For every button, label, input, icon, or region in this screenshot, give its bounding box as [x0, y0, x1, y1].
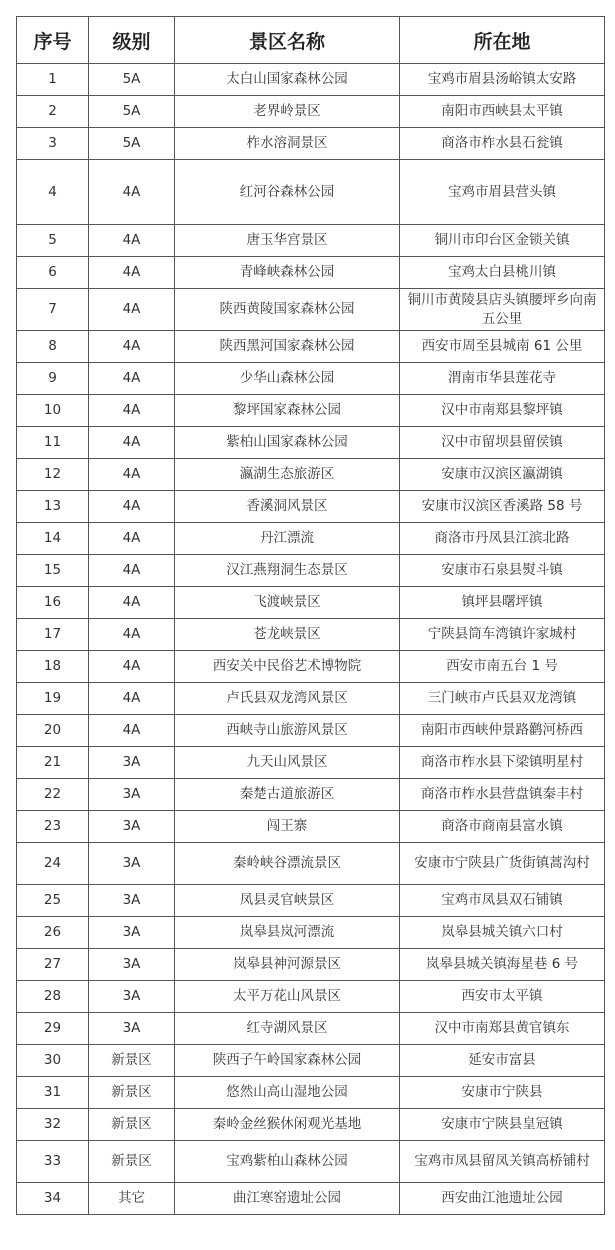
cell-index: 17 — [17, 619, 89, 651]
table-row — [17, 128, 605, 160]
cell-location: 宝鸡市眉县汤峪镇太安路 — [400, 64, 605, 96]
table-row — [17, 331, 605, 363]
cell-location: 汉中市留坝县留侯镇 — [400, 427, 605, 459]
cell-level: 新景区 — [89, 1077, 175, 1109]
cell-name: 闯王寨 — [175, 811, 400, 843]
cell-name: 丹江漂流 — [175, 523, 400, 555]
table-row — [17, 459, 605, 491]
cell-name: 黎坪国家森林公园 — [175, 395, 400, 427]
cell-location: 宁陕县筒车湾镇许家城村 — [400, 619, 605, 651]
cell-name: 秦岭金丝猴休闲观光基地 — [175, 1109, 400, 1141]
cell-location: 岚皋县城关镇海星巷 6 号 — [400, 949, 605, 981]
cell-name: 卢氏县双龙湾风景区 — [175, 683, 400, 715]
cell-location: 渭南市华县莲花寺 — [400, 363, 605, 395]
cell-level: 4A — [89, 555, 175, 587]
table-row — [17, 427, 605, 459]
table-row — [17, 289, 605, 331]
cell-level: 5A — [89, 64, 175, 96]
cell-level: 3A — [89, 1013, 175, 1045]
cell-index: 12 — [17, 459, 89, 491]
cell-name: 红寺湖风景区 — [175, 1013, 400, 1045]
cell-index: 27 — [17, 949, 89, 981]
cell-name: 秦楚古道旅游区 — [175, 779, 400, 811]
table-row — [17, 843, 605, 885]
cell-index: 21 — [17, 747, 89, 779]
cell-location: 西安市太平镇 — [400, 981, 605, 1013]
cell-index: 28 — [17, 981, 89, 1013]
cell-location: 商洛市丹凤县江滨北路 — [400, 523, 605, 555]
cell-name: 紫柏山国家森林公园 — [175, 427, 400, 459]
cell-location: 宝鸡太白县桃川镇 — [400, 257, 605, 289]
header-level: 级别 — [89, 17, 175, 64]
cell-name: 陕西黑河国家森林公园 — [175, 331, 400, 363]
cell-index: 13 — [17, 491, 89, 523]
cell-name: 瀛湖生态旅游区 — [175, 459, 400, 491]
table-row — [17, 619, 605, 651]
cell-location: 镇坪县曙坪镇 — [400, 587, 605, 619]
cell-name: 少华山森林公园 — [175, 363, 400, 395]
cell-level: 新景区 — [89, 1109, 175, 1141]
table-row — [17, 96, 605, 128]
header-name: 景区名称 — [175, 17, 400, 64]
cell-level: 4A — [89, 683, 175, 715]
cell-location: 安康市宁陕县皇冠镇 — [400, 1109, 605, 1141]
cell-index: 15 — [17, 555, 89, 587]
table-row — [17, 1183, 605, 1215]
table-row — [17, 64, 605, 96]
cell-name: 唐玉华宫景区 — [175, 225, 400, 257]
table-row — [17, 225, 605, 257]
cell-level: 5A — [89, 128, 175, 160]
table-row — [17, 395, 605, 427]
cell-location: 安康市石泉县熨斗镇 — [400, 555, 605, 587]
cell-level: 3A — [89, 981, 175, 1013]
cell-index: 2 — [17, 96, 89, 128]
cell-index: 8 — [17, 331, 89, 363]
cell-location: 宝鸡市凤县留凤关镇高桥铺村 — [400, 1141, 605, 1183]
cell-location: 三门峡市卢氏县双龙湾镇 — [400, 683, 605, 715]
table-row — [17, 1045, 605, 1077]
table-row — [17, 257, 605, 289]
cell-index: 25 — [17, 885, 89, 917]
cell-name: 柞水溶洞景区 — [175, 128, 400, 160]
cell-level: 4A — [89, 651, 175, 683]
cell-index: 4 — [17, 160, 89, 225]
header-location: 所在地 — [400, 17, 605, 64]
table-row — [17, 1013, 605, 1045]
cell-name: 九天山风景区 — [175, 747, 400, 779]
cell-location: 汉中市南郑县黎坪镇 — [400, 395, 605, 427]
table-row — [17, 917, 605, 949]
cell-level: 新景区 — [89, 1141, 175, 1183]
cell-name: 凤县灵官峡景区 — [175, 885, 400, 917]
cell-level: 4A — [89, 257, 175, 289]
cell-index: 1 — [17, 64, 89, 96]
cell-level: 4A — [89, 160, 175, 225]
table-row — [17, 747, 605, 779]
cell-index: 10 — [17, 395, 89, 427]
cell-location: 安康市汉滨区瀛湖镇 — [400, 459, 605, 491]
cell-location: 安康市宁陕县 — [400, 1077, 605, 1109]
cell-index: 30 — [17, 1045, 89, 1077]
cell-location: 安康市宁陕县广货街镇蒿沟村 — [400, 843, 605, 885]
table-row — [17, 885, 605, 917]
cell-level: 4A — [89, 491, 175, 523]
table-row — [17, 523, 605, 555]
cell-index: 3 — [17, 128, 89, 160]
cell-name: 香溪洞风景区 — [175, 491, 400, 523]
cell-index: 32 — [17, 1109, 89, 1141]
cell-index: 14 — [17, 523, 89, 555]
table-row — [17, 1109, 605, 1141]
cell-name: 青峰峡森林公园 — [175, 257, 400, 289]
cell-level: 4A — [89, 225, 175, 257]
cell-level: 4A — [89, 289, 175, 331]
cell-level: 3A — [89, 843, 175, 885]
cell-level: 4A — [89, 619, 175, 651]
cell-index: 16 — [17, 587, 89, 619]
cell-location: 西安市南五台 1 号 — [400, 651, 605, 683]
cell-index: 5 — [17, 225, 89, 257]
scenic-spots-table — [16, 16, 605, 1215]
cell-level: 4A — [89, 459, 175, 491]
cell-name: 宝鸡紫柏山森林公园 — [175, 1141, 400, 1183]
cell-name: 岚皋县神河源景区 — [175, 949, 400, 981]
cell-level: 3A — [89, 779, 175, 811]
cell-name: 悠然山高山湿地公园 — [175, 1077, 400, 1109]
cell-name: 曲江寒窑遗址公园 — [175, 1183, 400, 1215]
cell-location: 南阳市西峡县太平镇 — [400, 96, 605, 128]
table-row — [17, 949, 605, 981]
cell-name: 西安关中民俗艺术博物院 — [175, 651, 400, 683]
cell-location: 延安市富县 — [400, 1045, 605, 1077]
cell-location: 商洛市柞水县石瓮镇 — [400, 128, 605, 160]
cell-name: 陕西子午岭国家森林公园 — [175, 1045, 400, 1077]
cell-location: 西安市周至县城南 61 公里 — [400, 331, 605, 363]
cell-name: 苍龙峡景区 — [175, 619, 400, 651]
cell-name: 陕西黄陵国家森林公园 — [175, 289, 400, 331]
cell-location: 商洛市商南县富水镇 — [400, 811, 605, 843]
cell-level: 5A — [89, 96, 175, 128]
cell-location: 商洛市柞水县营盘镇秦丰村 — [400, 779, 605, 811]
table-row — [17, 1077, 605, 1109]
cell-index: 11 — [17, 427, 89, 459]
cell-name: 汉江燕翔洞生态景区 — [175, 555, 400, 587]
cell-level: 3A — [89, 949, 175, 981]
cell-name: 太白山国家森林公园 — [175, 64, 400, 96]
cell-location: 南阳市西峡仲景路鹳河桥西 — [400, 715, 605, 747]
cell-location: 商洛市柞水县下梁镇明星村 — [400, 747, 605, 779]
cell-level: 其它 — [89, 1183, 175, 1215]
cell-level: 4A — [89, 395, 175, 427]
table-row — [17, 160, 605, 225]
cell-name: 红河谷森林公园 — [175, 160, 400, 225]
cell-level: 4A — [89, 363, 175, 395]
table-row — [17, 981, 605, 1013]
cell-index: 24 — [17, 843, 89, 885]
cell-location: 汉中市南郑县黄官镇东 — [400, 1013, 605, 1045]
cell-index: 18 — [17, 651, 89, 683]
cell-location: 铜川市黄陵县店头镇腰坪乡向南五公里 — [400, 289, 605, 331]
cell-level: 3A — [89, 747, 175, 779]
cell-name: 秦岭峡谷漂流景区 — [175, 843, 400, 885]
cell-level: 4A — [89, 715, 175, 747]
cell-level: 4A — [89, 427, 175, 459]
table-row — [17, 811, 605, 843]
header-index: 序号 — [17, 17, 89, 64]
table-row — [17, 587, 605, 619]
cell-index: 9 — [17, 363, 89, 395]
cell-location: 安康市汉滨区香溪路 58 号 — [400, 491, 605, 523]
cell-index: 7 — [17, 289, 89, 331]
cell-location: 岚皋县城关镇六口村 — [400, 917, 605, 949]
cell-level: 4A — [89, 331, 175, 363]
cell-level: 3A — [89, 917, 175, 949]
cell-name: 老界岭景区 — [175, 96, 400, 128]
cell-name: 岚皋县岚河漂流 — [175, 917, 400, 949]
cell-index: 23 — [17, 811, 89, 843]
table-row — [17, 779, 605, 811]
table-row — [17, 651, 605, 683]
cell-name: 太平万花山风景区 — [175, 981, 400, 1013]
cell-location: 西安曲江池遗址公园 — [400, 1183, 605, 1215]
cell-index: 20 — [17, 715, 89, 747]
cell-index: 31 — [17, 1077, 89, 1109]
cell-index: 22 — [17, 779, 89, 811]
cell-level: 4A — [89, 523, 175, 555]
table-row — [17, 363, 605, 395]
cell-name: 西峡寺山旅游风景区 — [175, 715, 400, 747]
cell-level: 新景区 — [89, 1045, 175, 1077]
cell-index: 34 — [17, 1183, 89, 1215]
cell-name: 飞渡峡景区 — [175, 587, 400, 619]
cell-location: 宝鸡市凤县双石铺镇 — [400, 885, 605, 917]
table-row — [17, 1141, 605, 1183]
cell-location: 宝鸡市眉县营头镇 — [400, 160, 605, 225]
header-row — [17, 17, 605, 64]
table-row — [17, 683, 605, 715]
cell-level: 3A — [89, 885, 175, 917]
cell-index: 19 — [17, 683, 89, 715]
cell-location: 铜川市印台区金锁关镇 — [400, 225, 605, 257]
cell-index: 6 — [17, 257, 89, 289]
cell-level: 4A — [89, 587, 175, 619]
table-row — [17, 555, 605, 587]
cell-index: 26 — [17, 917, 89, 949]
cell-level: 3A — [89, 811, 175, 843]
cell-index: 33 — [17, 1141, 89, 1183]
cell-index: 29 — [17, 1013, 89, 1045]
table-row — [17, 491, 605, 523]
table-row — [17, 715, 605, 747]
